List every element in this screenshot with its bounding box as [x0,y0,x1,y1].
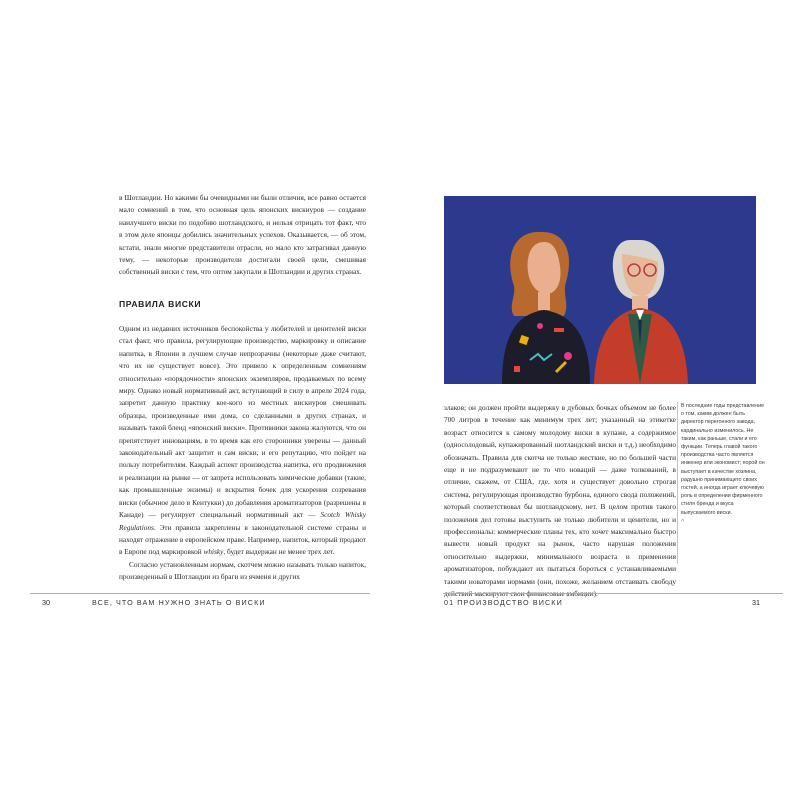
paragraph: злаков; он должен пройти выдержку в дубовых бочках объемом не более 700 литров в течение как минимум трех лет; указанный на этикетке возраст относится к самому молодому виски в купаже, а содержимое (односолодовый, купажированный шотландский виски и т.д.) необходимо обозначать. Правила для скотча не только жесткие, но по большей части еще и не подразумевают не то что новаций — даже толкований, в отличие, скажем, от США, где, хотя и существует довольно строгая система, регулирующая производство бурбона, единого свода положений, который соответствовал бы шотландскому, нет. В целом против такого положения дел готовы выступить не только любители и ценители, но и профессионалы: коммерческие планы тех, кто хочет максимально быстро вывести новый продукт на рынок, часто нарушая положения относительно выдержки, минимального возраста и применения ароматизаторов, побуждают их пытаться бороться с устанавливаемыми такими новаторами нормами (они, похоже, желанием отстаивать свободу [444,403,676,586]
sidebar-note [681,402,766,527]
paragraph [119,323,366,559]
italic-term: whisky [203,547,224,557]
body-text-main [119,323,366,584]
right-page [400,0,800,800]
paragraph: Согласно установленным нормам, скотчем можно называть только напиток, произведенный в Шотландии из браги из ячменя и других [119,559,366,582]
footer-rule [443,593,783,594]
section-heading: ПРАВИЛА ВИСКИ [119,299,202,309]
body-text-right [444,402,676,601]
page-number: 30 [42,598,50,607]
italic-term: Scotch Whisky Regulations [119,510,366,532]
running-title: ВСЕ, ЧТО ВАМ НУЖНО ЗНАТЬ О ВИСКИ [92,598,266,607]
paragraph-text: , будет выдержан не менее трех лет. [223,547,335,557]
illustration-couple [444,196,756,384]
up-arrow-icon: ^ [681,518,685,526]
paragraph-text: Одним из недавних источников беспокойства у любителей и ценителей виски стал факт, что правила, регулирующие производство, маркировку и описание напитка, в Японии в лучшем случае непрозрачны (некоторые даже считают, что их не существует вовсе). Это привело к определенным сомнениям относительно «порядочности» японских экземпляров, продаваемых по всему миру. Однако новый нормативный акт, вступающий в силу в апреле 2024 года, запретит данную практику кое-кого из местных вискиуров смешивать образцы, произведенные ими дома, со сделанными в других странах, и называть такой бленд «японский виски». Противники закона жалуются, что он препятствует инновациям, в то время как его сторонники уверены — данный законодательный акт защитит и сам виски, и его репутацию, что пойдет на пользу потребителям. Каждый аспект производства напитка, его продвижения и реализации на рынке — от запрета использовать химические добавки (такие, как промышленные энзимы) и вскрытия бочек для ускорения созревания виски (обычное дело в Кентукки) до добавления ароматизаторов (разрешены в Канаде) — регулирует специальный нормативный акт — [119,324,366,520]
sidebar-text: В последние годы представление о том, каким должен быть директор перегонного завода, кардинально изменилось. Не таким, как раньше, стали и его функции. Теперь главой такого производства часто является инженер или экономист; порой он выступает в качестве хозяина, радушно принимающего своих гостей, а иногда играет ключевую роль в определении фирменного стиля бренда и вкуса выпускаемого виски. [681,403,765,516]
page-number: 31 [752,598,760,607]
paragraph: в Шотландии. Но какими бы очевидными ни были отличия, все равно остается мало сомнений в том, что основная цель японских вискиуров — создание наилучшего виски по подобию шотландского, и нельзя отрицать тот факт, что в этом деле японцы добились значительных успехов. Оказывается, — об этом, кстати, знали многие представители отрасли, но мало кто затрагивал данную тему, — некоторые производители достигали своей цели, смешивая собственный виски с тем, что оптом закупали в Шотландии и других странах. [119,193,366,277]
section-title: 01 ПРОИЗВОДСТВО ВИСКИ [444,598,563,607]
sidebar-rule [677,402,678,564]
footer-rule [30,593,370,594]
body-text-top [119,192,366,279]
paragraph-text: . Эти правила закреплены в законодательной системе страны и находят отражение в европейском праве. Например, напиток, который продают в Европе под маркировкой [119,522,366,557]
